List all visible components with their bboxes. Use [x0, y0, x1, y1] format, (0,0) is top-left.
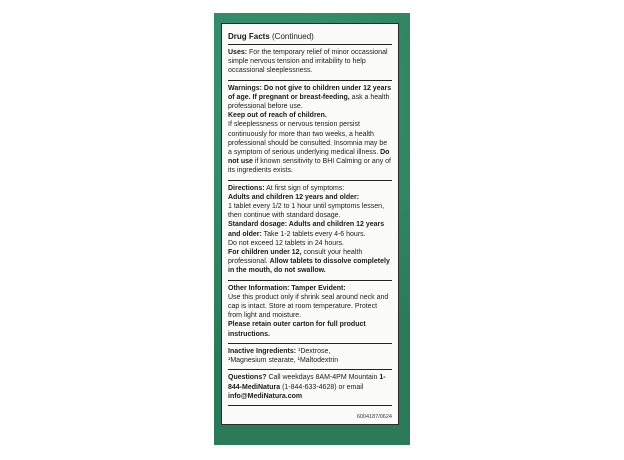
- inactive-ingredients-section: Inactive Ingredients: ¹Dextrose, ¹Magnesium stearate, ¹Maltodextrin: [228, 344, 392, 370]
- warnings-section: Warnings: Do not give to children under 12 years of age. If pregnant or breast-feeding, ask a health professional before use. Keep out of reach of children. If sleeplessness or nervous tension persist continuously for more than two weeks, a health professional should be consulted. Insomnia may be a symptom of serious underlying medical illness. Do not use if known sensitivity to BHI Calming or any of its ingredients exists.: [228, 81, 392, 181]
- panel-title: Drug Facts (Continued): [228, 26, 392, 45]
- uses-section: Uses: For the temporary relief of minor occassional simple nervous tension and irritability to help occassional sleeplessness.: [228, 45, 392, 81]
- other-information-section: Other Information: Tamper Evident: Use this product only if shrink seal around neck and cap is intact. Store at room temperature. Protect from light and moisture. Please retain outer carton for full product instructions.: [228, 281, 392, 344]
- product-code: 6004187/0624: [356, 414, 392, 420]
- questions-section: Questions? Call weekdays 8AM-4PM Mountain 1-844-MediNatura (1-844-633-4628) or email info@MediNatura.com: [228, 370, 392, 406]
- drug-facts-panel: [221, 23, 399, 425]
- directions-section: Directions: At first sign of symptoms: Adults and children 12 years and older: 1 tablet every 1/2 to 1 hour until symptoms lessen, then continue with standard dosage. Standard dosage: Adults and children 12 years and older: Take 1-2 tablets every 4-6 hours. Do not exceed 12 tablets in 24 hours. For children under 12, consult your health professional. Allow tablets to dissolve completely in the mouth, do not swallow.: [228, 181, 392, 281]
